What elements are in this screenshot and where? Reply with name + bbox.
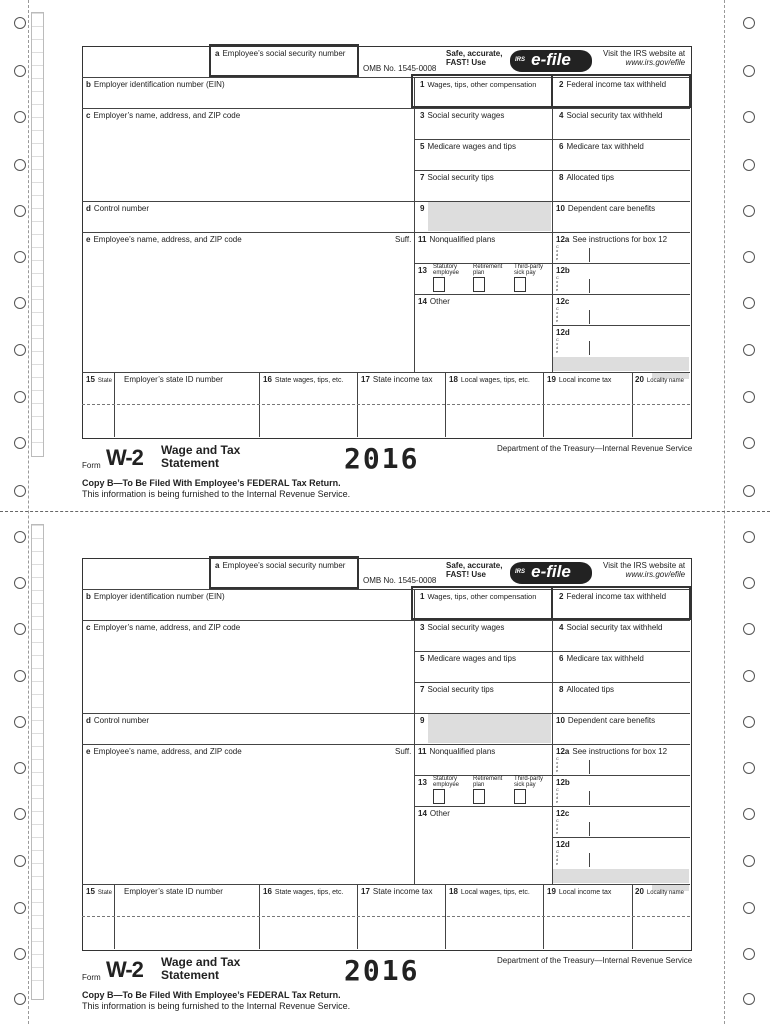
- form-word: Form: [82, 973, 101, 982]
- box18-label: 18 Local wages, tips, etc.: [449, 887, 530, 896]
- box14-label: 14 Other: [418, 297, 450, 306]
- right-tractor-hole: [743, 531, 755, 543]
- box12d-code-marker: C o d e: [556, 849, 559, 866]
- box12a-code-marker: C o d e: [556, 244, 559, 261]
- left-tractor-hole: [14, 531, 26, 543]
- right-tractor-hole: [743, 205, 755, 217]
- box3-label: 3 Social security wages: [420, 111, 505, 120]
- left-tractor-hole: [14, 902, 26, 914]
- right-tractor-hole: [743, 623, 755, 635]
- form-number: W-2: [106, 957, 143, 982]
- box11-label: 11 Nonqualified plans: [418, 235, 496, 244]
- box12c-code-marker: C o d e: [556, 818, 559, 835]
- box-e-label: e Employee’s name, address, and ZIP code: [86, 747, 242, 756]
- right-tractor-hole: [743, 716, 755, 728]
- box9-shaded: [428, 202, 551, 231]
- box-e-label: e Employee’s name, address, and ZIP code: [86, 235, 242, 244]
- left-tractor-hole: [14, 623, 26, 635]
- suffix-label: Suff.: [395, 747, 412, 756]
- box13-label: 13: [418, 778, 427, 787]
- box12c-code-marker: C o d e: [556, 306, 559, 323]
- box4-label: 4 Social security tax withheld: [559, 111, 663, 120]
- box3-label: 3 Social security wages: [420, 623, 505, 632]
- box12d-shaded: [553, 869, 689, 883]
- box12d-shaded: [553, 357, 689, 371]
- left-tractor-hole: [14, 344, 26, 356]
- box11-label: 11 Nonqualified plans: [418, 747, 496, 756]
- box-d-label: d Control number: [86, 204, 150, 213]
- right-margin-line: [724, 0, 725, 1024]
- tax-year: 2016: [344, 442, 420, 475]
- box12c-label: 12c: [556, 297, 570, 306]
- statutory-employee-checkbox[interactable]: [433, 789, 445, 804]
- copy-b-line: Copy B—To Be Filed With Employee’s FEDERAL Tax Return.: [82, 478, 341, 488]
- retirement-plan-label: Retirement plan: [473, 776, 503, 788]
- box20-label: 20 Locality name: [635, 887, 684, 896]
- left-tractor-hole: [14, 437, 26, 449]
- left-tractor-hole: [14, 855, 26, 867]
- right-tractor-hole: [743, 485, 755, 497]
- visit-irs-website: Visit the IRS website at www.irs.gov/efile: [603, 561, 686, 579]
- box9-label: 9: [420, 716, 425, 725]
- right-tractor-hole: [743, 808, 755, 820]
- box1-label: 1 Wages, tips, other compensation: [420, 592, 537, 601]
- alignment-number-strip: [31, 12, 44, 457]
- box9-shaded: [428, 714, 551, 743]
- box-b-label: b Employer identification number (EIN): [86, 592, 225, 601]
- tear-line: [0, 511, 770, 512]
- box-a-label: a Employee’s social security number: [215, 561, 346, 570]
- box19-label: 19 Local income tax: [547, 375, 612, 384]
- form-title: Wage and Tax Statement: [161, 955, 241, 982]
- left-tractor-hole: [14, 297, 26, 309]
- form-title: Wage and Tax Statement: [161, 443, 241, 470]
- box7-label: 7 Social security tips: [420, 173, 494, 182]
- retirement-plan-label: Retirement plan: [473, 264, 503, 276]
- box15-label: 15 State: [86, 887, 112, 896]
- suffix-label: Suff.: [395, 235, 412, 244]
- box19-label: 19 Local income tax: [547, 887, 612, 896]
- box12b-label: 12b: [556, 266, 570, 275]
- box12d-label: 12d: [556, 840, 570, 849]
- box2-label: 2 Federal income tax withheld: [559, 80, 667, 89]
- box12b-label: 12b: [556, 778, 570, 787]
- box12a-code-marker: C o d e: [556, 756, 559, 773]
- statutory-employee-checkbox[interactable]: [433, 277, 445, 292]
- box13-label: 13: [418, 266, 427, 275]
- box16-label: 16 State wages, tips, etc.: [263, 887, 344, 896]
- left-tractor-hole: [14, 808, 26, 820]
- visit-irs-website: Visit the IRS website at www.irs.gov/efile: [603, 49, 686, 67]
- right-tractor-hole: [743, 111, 755, 123]
- right-tractor-hole: [743, 437, 755, 449]
- box5-label: 5 Medicare wages and tips: [420, 142, 516, 151]
- efile-logo: e-file: [510, 50, 592, 72]
- box10-label: 10 Dependent care benefits: [556, 716, 656, 725]
- left-tractor-hole: [14, 205, 26, 217]
- box16-label: 16 State wages, tips, etc.: [263, 375, 344, 384]
- left-tractor-hole: [14, 993, 26, 1005]
- box-a-label: a Employee’s social security number: [215, 49, 346, 58]
- third-party-sick-pay-label: Third-party sick pay: [514, 776, 544, 788]
- box12d-label: 12d: [556, 328, 570, 337]
- statutory-employee-label: Statutory employee: [433, 264, 460, 276]
- left-tractor-hole: [14, 670, 26, 682]
- box12c-label: 12c: [556, 809, 570, 818]
- box-c-label: c Employer’s name, address, and ZIP code: [86, 623, 241, 632]
- left-tractor-hole: [14, 159, 26, 171]
- omb-number: OMB No. 1545-0008: [363, 576, 437, 585]
- right-tractor-hole: [743, 297, 755, 309]
- retirement-plan-checkbox[interactable]: [473, 277, 485, 292]
- irs-logo-text: IRS: [515, 57, 526, 63]
- right-tractor-hole: [743, 855, 755, 867]
- employer-state-id-label: Employer’s state ID number: [124, 887, 223, 896]
- box5-label: 5 Medicare wages and tips: [420, 654, 516, 663]
- right-tractor-hole: [743, 762, 755, 774]
- box10-label: 10 Dependent care benefits: [556, 204, 656, 213]
- left-tractor-hole: [14, 716, 26, 728]
- box12d-code-marker: C o d e: [556, 337, 559, 354]
- safe-accurate: Safe, accurate, FAST! Use: [446, 561, 503, 579]
- department-line: Department of the Treasury—Internal Revenue Service: [497, 444, 693, 453]
- left-tractor-hole: [14, 485, 26, 497]
- tax-year: 2016: [344, 954, 420, 987]
- left-tractor-hole: [14, 762, 26, 774]
- right-tractor-hole: [743, 670, 755, 682]
- box17-label: 17 State income tax: [361, 887, 433, 896]
- box8-label: 8 Allocated tips: [559, 685, 615, 694]
- right-tractor-hole: [743, 65, 755, 77]
- left-tractor-hole: [14, 391, 26, 403]
- box18-label: 18 Local wages, tips, etc.: [449, 375, 530, 384]
- safe-accurate: Safe, accurate, FAST! Use: [446, 49, 503, 67]
- form-number: W-2: [106, 445, 143, 470]
- box14-label: 14 Other: [418, 809, 450, 818]
- third-party-sick-pay-checkbox[interactable]: [514, 277, 526, 292]
- right-tractor-hole: [743, 948, 755, 960]
- irs-logo-text: IRS: [515, 569, 526, 575]
- box-b-label: b Employer identification number (EIN): [86, 80, 225, 89]
- statutory-employee-label: Statutory employee: [433, 776, 460, 788]
- left-tractor-hole: [14, 111, 26, 123]
- right-tractor-hole: [743, 391, 755, 403]
- left-tractor-hole: [14, 17, 26, 29]
- box12a-label: 12a See instructions for box 12: [556, 235, 668, 244]
- right-tractor-hole: [743, 251, 755, 263]
- third-party-sick-pay-label: Third-party sick pay: [514, 264, 544, 276]
- efile-logo: e-file: [510, 562, 592, 584]
- third-party-sick-pay-checkbox[interactable]: [514, 789, 526, 804]
- box-c-label: c Employer’s name, address, and ZIP code: [86, 111, 241, 120]
- box15-label: 15 State: [86, 375, 112, 384]
- box12b-code-marker: C o d e: [556, 275, 559, 292]
- box2-label: 2 Federal income tax withheld: [559, 592, 667, 601]
- box7-label: 7 Social security tips: [420, 685, 494, 694]
- left-margin-line: [28, 0, 29, 1024]
- omb-number: OMB No. 1545-0008: [363, 64, 437, 73]
- retirement-plan-checkbox[interactable]: [473, 789, 485, 804]
- box9-label: 9: [420, 204, 425, 213]
- box6-label: 6 Medicare tax withheld: [559, 142, 644, 151]
- box-d-label: d Control number: [86, 716, 150, 725]
- right-tractor-hole: [743, 993, 755, 1005]
- box12b-code-marker: C o d e: [556, 787, 559, 804]
- right-tractor-hole: [743, 159, 755, 171]
- left-tractor-hole: [14, 65, 26, 77]
- left-tractor-hole: [14, 251, 26, 263]
- box1-label: 1 Wages, tips, other compensation: [420, 80, 537, 89]
- department-line: Department of the Treasury—Internal Revenue Service: [497, 956, 693, 965]
- box8-label: 8 Allocated tips: [559, 173, 615, 182]
- box17-label: 17 State income tax: [361, 375, 433, 384]
- left-tractor-hole: [14, 948, 26, 960]
- left-tractor-hole: [14, 577, 26, 589]
- box12a-label: 12a See instructions for box 12: [556, 747, 668, 756]
- irs-furnished-line: This information is being furnished to the Internal Revenue Service.: [82, 1001, 351, 1011]
- alignment-number-strip: [31, 524, 44, 1000]
- irs-furnished-line: This information is being furnished to the Internal Revenue Service.: [82, 489, 351, 499]
- employer-state-id-label: Employer’s state ID number: [124, 375, 223, 384]
- box6-label: 6 Medicare tax withheld: [559, 654, 644, 663]
- right-tractor-hole: [743, 344, 755, 356]
- right-tractor-hole: [743, 577, 755, 589]
- box4-label: 4 Social security tax withheld: [559, 623, 663, 632]
- right-tractor-hole: [743, 902, 755, 914]
- right-tractor-hole: [743, 17, 755, 29]
- copy-b-line: Copy B—To Be Filed With Employee’s FEDERAL Tax Return.: [82, 990, 341, 1000]
- form-word: Form: [82, 461, 101, 470]
- box20-label: 20 Locality name: [635, 375, 684, 384]
